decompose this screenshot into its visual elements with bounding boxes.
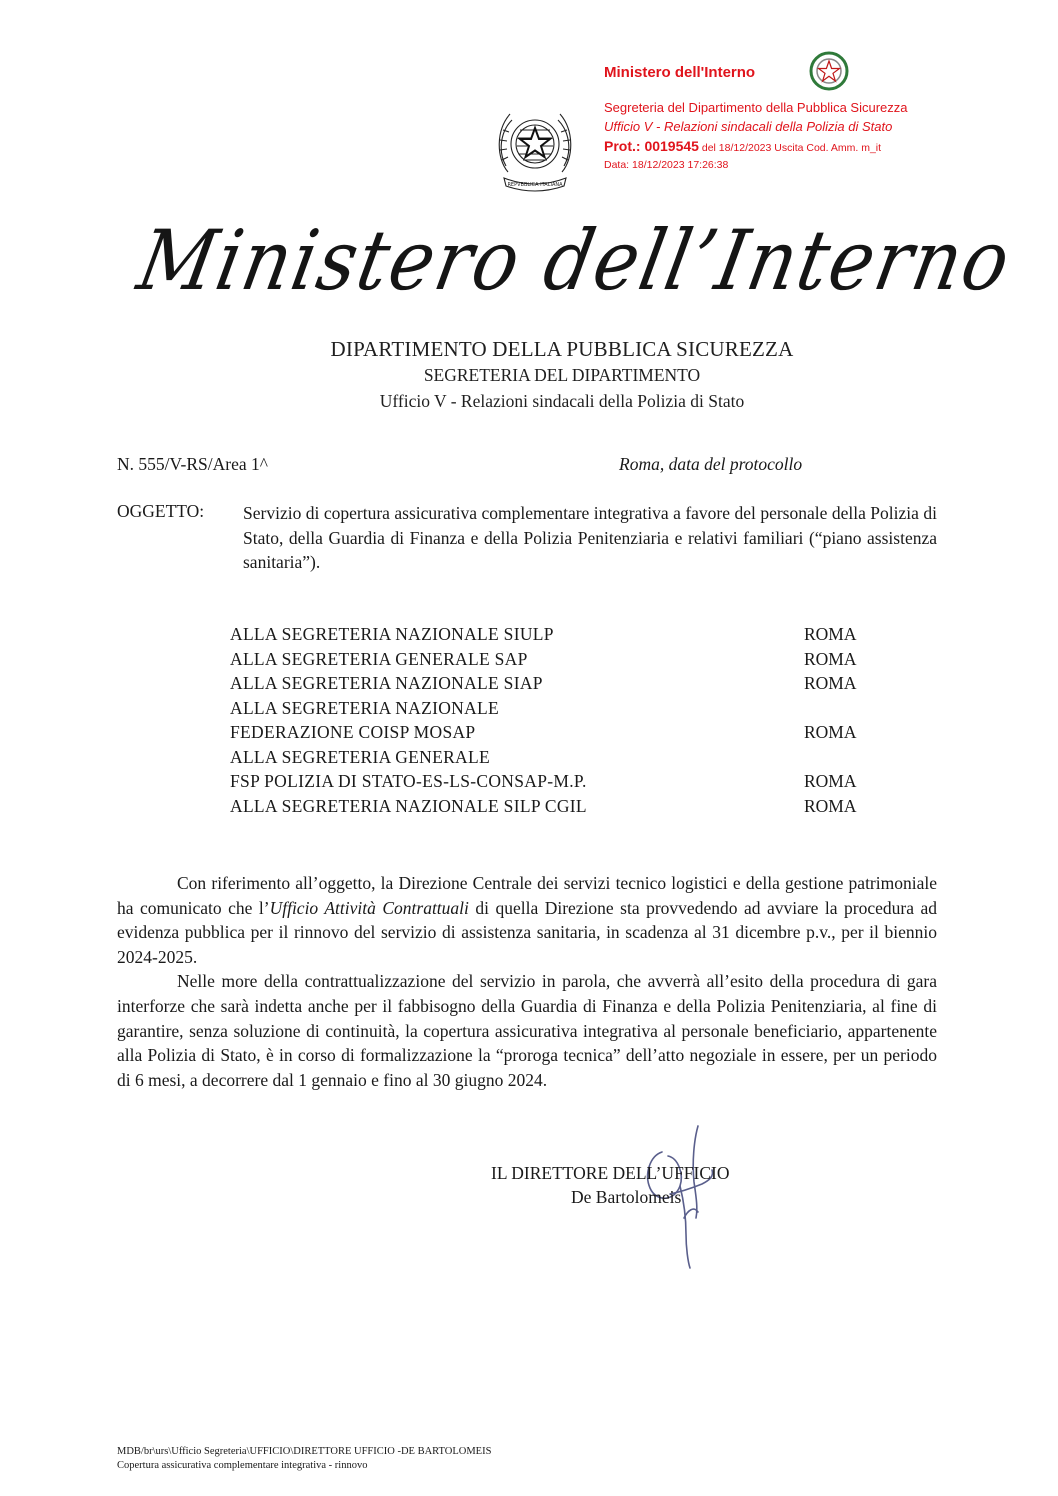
subject-label: OGGETTO: [117,501,205,521]
footer-subject: Copertura assicurativa complementare integrativa - rinnovo [117,1460,368,1471]
body-p1-italic: Ufficio Attività Contrattuali [269,897,469,918]
stamp-office: Ufficio V - Relazioni sindacali della Polizia di Stato [604,119,893,134]
recipient-city: ROMA [804,624,857,644]
recipient-row [230,673,870,698]
stamp-protocol-details: del 18/12/2023 Uscita Cod. Amm. m_it [701,142,882,154]
recipient-name: ALLA SEGRETERIA NAZIONALE SILP CGIL [230,795,587,816]
recipient-row [230,698,870,723]
body-p1-end: di quella Direzione sta provvedendo ad avviare la procedura ad evidenza pubblica per il rinnovo del servizio di assistenza sanitaria, in scadenza al 31 dicembre p.v., per il biennio 2024-2025. [117,897,937,967]
body-paragraph-2: Nelle more della contrattualizzazione del servizio in parola, che avverrà all’esito della procedura di gara interforze che sarà indetta anche per il fabbisogno della Guardia di Finanza e della Polizia Penitenziaria, al fine di garantire, senza soluzione di continuità, la copertura assicurativa integrativa al personale beneficiario, appartenente alla Polizia di Stato, è in corso di formalizzazione la “proroga tecnica” dell’atto negoziale in essere, per un periodo di 6 mesi, a decorrere dal 1 gennaio e fino al 30 giugno 2024. [117,971,937,1090]
recipient-name: FEDERAZIONE COISP MOSAP [230,722,476,742]
stamp-department: Segreteria del Dipartimento della Pubblica Sicurezza [604,100,908,115]
recipient-name: ALLA SEGRETERIA NAZIONALE SIAP [230,673,543,693]
ministry-script-lettering: Ministero dell’Interno [130,212,1019,310]
republic-emblem-icon [808,50,850,92]
stamp-protocol-number: Prot.: 0019545 [604,138,699,154]
secretariat-heading: SEGRETERIA DEL DIPARTIMENTO [423,365,701,385]
recipient-name: ALLA SEGRETERIA NAZIONALE [230,697,499,718]
recipient-city: ROMA [804,722,857,742]
recipient-row [230,747,870,772]
reference-number: N. 555/V-RS/Area 1^ [117,454,268,474]
recipient-name: FSP POLIZIA DI STATO-ES-LS-CONSAP-M.P. [230,771,587,791]
recipient-name: ALLA SEGRETERIA NAZIONALE SIULP [230,624,554,644]
recipient-city: ROMA [804,795,857,816]
body-p1-start: Con riferimento all’oggetto, la Direzione Centrale dei servizi tecnico logistici e della gestione patrimoniale ha comunicato che l’ [117,873,937,918]
signer-name: De Bartolomeis [571,1187,682,1207]
svg-text:REPVBBLICA ITALIANA: REPVBBLICA ITALIANA [507,182,563,188]
ministry-script-heading [130,212,1019,310]
stamp-title: Ministero dell'Interno [604,64,756,81]
recipient-name: ALLA SEGRETERIA GENERALE SAP [230,648,528,669]
recipient-city: ROMA [804,673,857,693]
office-heading: Ufficio V - Relazioni sindacali della Polizia di Stato [379,391,745,411]
italian-republic-emblem-icon [490,100,580,194]
letter-body [117,871,937,1092]
footer-file-path: MDB/br\urs\Ufficio Segreteria\UFFICIO\DIRETTORE UFFICIO -DE BARTOLOMEIS [117,1446,492,1457]
recipient-city: ROMA [804,771,857,791]
signer-role: IL DIRETTORE DELL’UFFICIO [491,1163,730,1183]
subject-text: Servizio di copertura assicurativa complementare integrativa a favore del personale della Polizia di Stato, della Guardia di Finanza e della Polizia Penitenziaria e relativi familiari (“piano assistenza sanitaria”). [243,503,937,572]
body-paragraph-1 [117,871,937,969]
recipient-name: ALLA SEGRETERIA GENERALE [230,746,490,767]
recipient-row [230,649,870,674]
recipient-row [230,722,870,747]
recipients-list [230,624,870,820]
recipient-row [230,796,870,821]
recipient-row [230,771,870,796]
recipient-row [230,624,870,649]
stamp-date: Data: 18/12/2023 17:26:38 [604,159,729,171]
stamp-protocol [604,138,881,154]
place-date: Roma, data del protocollo [619,454,803,474]
recipient-city: ROMA [804,648,857,669]
department-heading: DIPARTIMENTO DELLA PUBBLICA SICUREZZA [330,337,794,361]
